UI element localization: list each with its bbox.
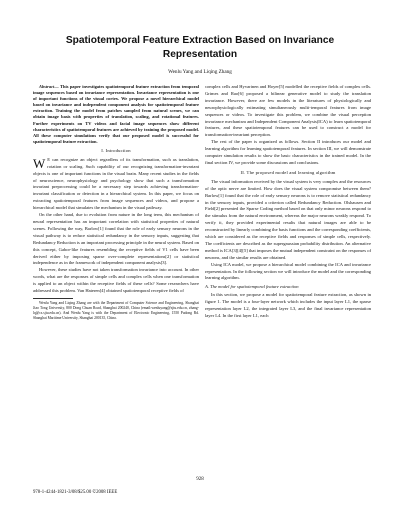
intro-paragraph-1-text: E can recognize an object regardless of its transformation, such as translation, rotation or scaling. Such capability of our recognizing transformation-invariant objects is one of important functions in the visual brain. Many recent studies in the fields of neuroscience, neurophysiology and psychology show that such a transformation invariant preprocessing could be a necessary step towards achieving transformation-invariant classification or detection in a hierarchical system. In this paper, we focus on extracting spatiotemporal features from image sequences and videos, and propose a hierarchical model that simulates the mechanism in the visual pathway. xyxy=(33,156,199,211)
right-paragraph-5: In this section, we propose a model for spatiotemporal feature extraction, as shown in figure 1. The model is a four-layer network which includes the input layer L1, the sparse representation layer L2, the integrated layer L3, and the final invariance representation layer L4. In the first layer L1, each xyxy=(205,292,371,318)
right-paragraph-4: Using ICA model, we propose a hierarchical model combining the ICA and invariance representation. In the following section we will introduce the model and the corresponding learning algorithm. xyxy=(205,261,371,281)
right-paragraph-2: The rest of the paper is organized as follows. Section II introduces our model and learning algorithm for learning spatiotemporal features. In section III, we will demonstrate computer simulation results to show the basic characteristics in the trained model. In the final section IV, we provide some discussions and conclusions. xyxy=(205,139,371,165)
paper-authors: Wenlu Yang and Liqing Zhang xyxy=(168,69,232,75)
drop-cap: W xyxy=(33,155,46,171)
section-heading-introduction: I. Introduction xyxy=(101,147,131,153)
author-footnote: Wenlu Yang and Liqing Zhang are with the Department of Computer Science and Engineering, Shanghai Jiao Tong University, 800 Dong Chuan Road, Shanghai 200240, China (email:wenluyang@sjtu.edu.cn, zhang-lq@cs.sjtu.edu.cn). And Wenlu Yang is with the Department of Electronic Engineering, 1550 Pudong Rd. Shanghai Maritime University, Shanghai 200135, China. xyxy=(33,300,199,320)
page-number: 928 xyxy=(196,477,204,482)
abstract xyxy=(33,84,199,145)
right-column xyxy=(205,84,371,320)
section-heading-model: II. The proposed model and learning algorithm xyxy=(240,169,336,175)
right-paragraph-1: complex cells and Hyvarinen and Hoyer[5] modelled the receptive fields of complex cells. Grimes and Rao[6] proposed a bilinear generative model to study the translation invariance. However, there are few models in the literatures of physiologically and neurophysiologically estimating simultaneously multi-temporal features from image sequences or videos. To investigate this problem, we combine the visual perception invariance mechanism and Independent Component Analysis(ICA) to learn spatiotemporal features, and these spatiotemporal features can be used to construct a model for transformation-invariant perception. xyxy=(205,84,371,138)
abstract-label: Abstract xyxy=(39,84,55,89)
right-paragraph-3: The visual information received by the visual system is very complex and the resources of the optic nerve are limited. How does the visual system compromise between them? Barlow[1] found that the role of early sensory neurons is to remove statistical redundancy in the sensory inputs, provided a criterion called Redundancy Reduction. Olshausen and Field[2] presented the Sparse Coding method based on that only minor neurons respond to the stimulus from the natural environment, whereas the major neurons weakly respond. To verify it, they provided experimental results that natural images are able to be reconstructed by linearly combining the basis functions and the corresponding coefficients, which are considered as the receptive fields and responses of simple cells, respectively. The coefficients are described as the supergaussian probability distribution. An alternative method is ICA[3][4][5] that imposes the mutual independent constraint on the responses of neurons, and the similar results are obtained. xyxy=(205,178,371,260)
intro-paragraph-1 xyxy=(33,157,199,212)
subsection-heading-a: A. The model for spatiotemporal feature extraction xyxy=(205,284,299,290)
abstract-text: — This paper investigates spatiotemporal feature extraction from temporal image sequences based on invariance representation. Invariance representation is one of important functions of the visual cortex. We propose a novel hierarchical model based on invariance and independent component analysis for spatiotemporal feature extraction. Training the model from patches sampled from natural scenes, we can obtain image basis with properties of translation, scaling, and rotational features. Further experiments on TV videos and facial image sequences show different characteristics of spatiotemporal features are achieved by training the proposed model. All these computer simulations verify that our proposed model is successful for spatiotemporal feature extraction. xyxy=(33,84,199,144)
footnote-rule xyxy=(33,298,73,299)
copyright-footer: 978-1-4244-1821-3/08/$25.00 ©2008 IEEE xyxy=(33,490,118,495)
intro-paragraph-2: On the other hand, due to evolution from nature in the long term, this mechanism of neural representation has an important correlation with statistical properties of natural scenes. Following the way, Barlow[1] found that the role of early sensory neurons in the visual pathway is to reduce statistical redundancy in the sensory inputs, suggesting that Redundancy Reduction is an important processing principle in the neural system. Based on this concept, Gabor-like features resembling the receptive fields of V1 cells have been derived either by imposing sparse over-complete representations[2] or statistical independence as in the framework of independent component analysis[3]. xyxy=(33,212,199,266)
paper-title: Spatiotemporal Feature Extraction Based on Invariance Representation xyxy=(65,35,335,60)
left-column xyxy=(33,84,199,321)
intro-paragraph-3: However, these studies have not taken transformation invariance into account. In other words, what are the responses of simple cells and complex cells when one transformation is applied to an object within the receptive fields of these cells? Some researchers have addressed this problem. Van Hateren[4] obtained spatiotemporal receptive fields of xyxy=(33,267,199,294)
